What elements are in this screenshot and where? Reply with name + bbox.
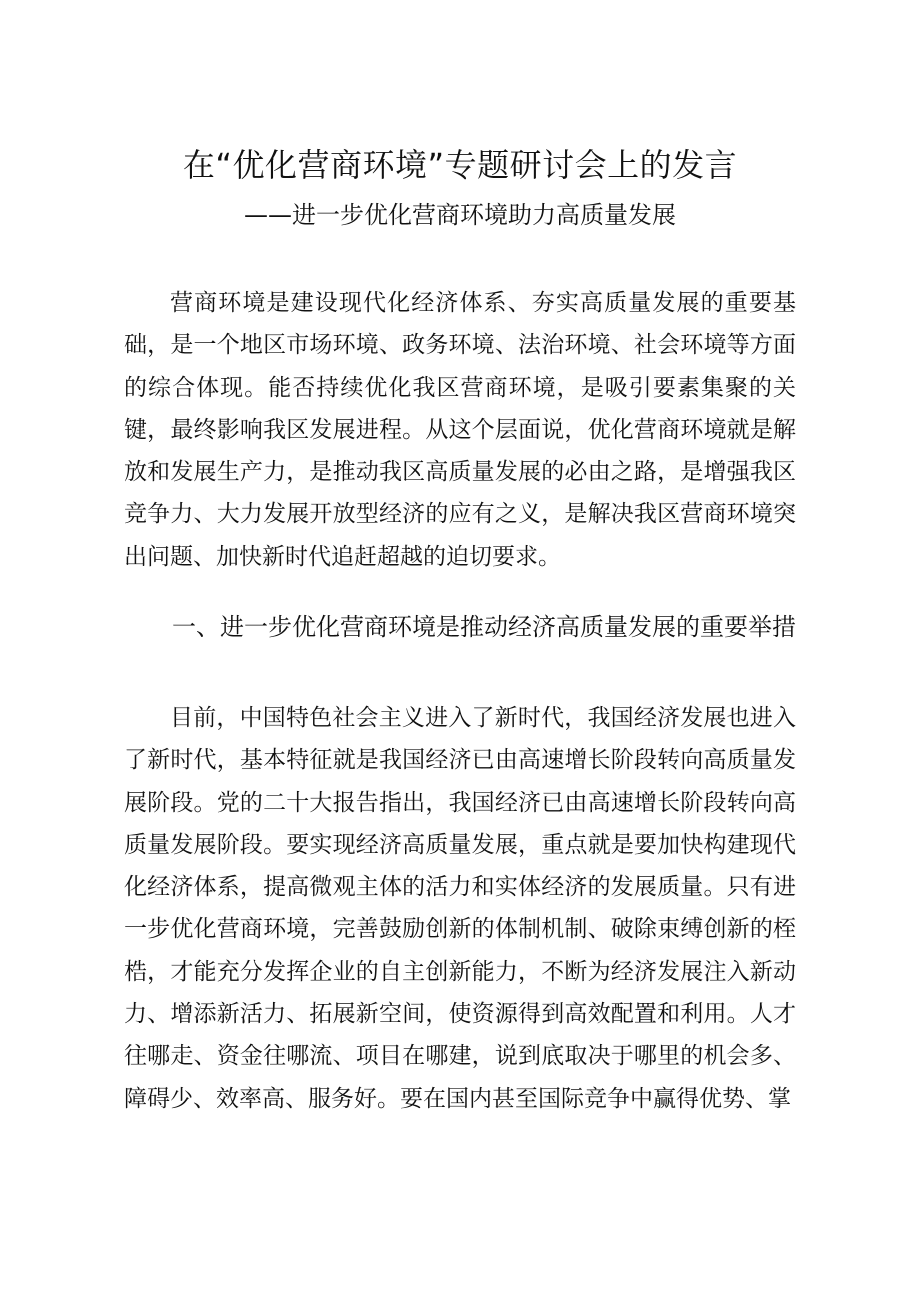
document-title: 在“优化营商环境”专题研讨会上的发言	[182, 146, 738, 184]
section-heading: 一、进一步优化营商环境是推动经济高质量发展的重要举措	[172, 613, 796, 641]
intro-paragraph: 营商环境是建设现代化经济体系、夯实高质量发展的重要基础，是一个地区市场环境、政务环境、法治环境、社会环境等方面的综合体现。能否持续优化我区营商环境，是吸引要素集聚的关键，最终影响我区发展进程。从这个层面说，优化营商环境就是解放和发展生产力，是推动我区高质量发展的必由之路，是增强我区竞争力、大力发展开放型经济的应有之义，是解决我区营商环境突出问题、加快新时代追赶超越的迫切要求。	[124, 290, 796, 570]
document-subtitle: ——进一步优化营商环境助力高质量发展	[244, 201, 676, 229]
section-paragraph: 目前，中国特色社会主义进入了新时代，我国经济发展也进入了新时代，基本特征就是我国经济已由高速增长阶段转向高质量发展阶段。党的二十大报告指出，我国经济已由高速增长阶段转向高质量发展阶段。要实现经济高质量发展，重点就是要加快构建现代化经济体系，提高微观主体的活力和实体经济的发展质量。只有进一步优化营商环境，完善鼓励创新的体制机制、破除束缚创新的桎梏，才能充分发挥企业的自主创新能力，不断为经济发展注入新动力、增添新活力、拓展新空间，使资源得到高效配置和利用。人才往哪走、资金往哪流、项目在哪建，说到底取决于哪里的机会多、障碍少、效率高、服务好。要在国内甚至国际竞争中赢得优势、掌	[124, 705, 796, 1112]
